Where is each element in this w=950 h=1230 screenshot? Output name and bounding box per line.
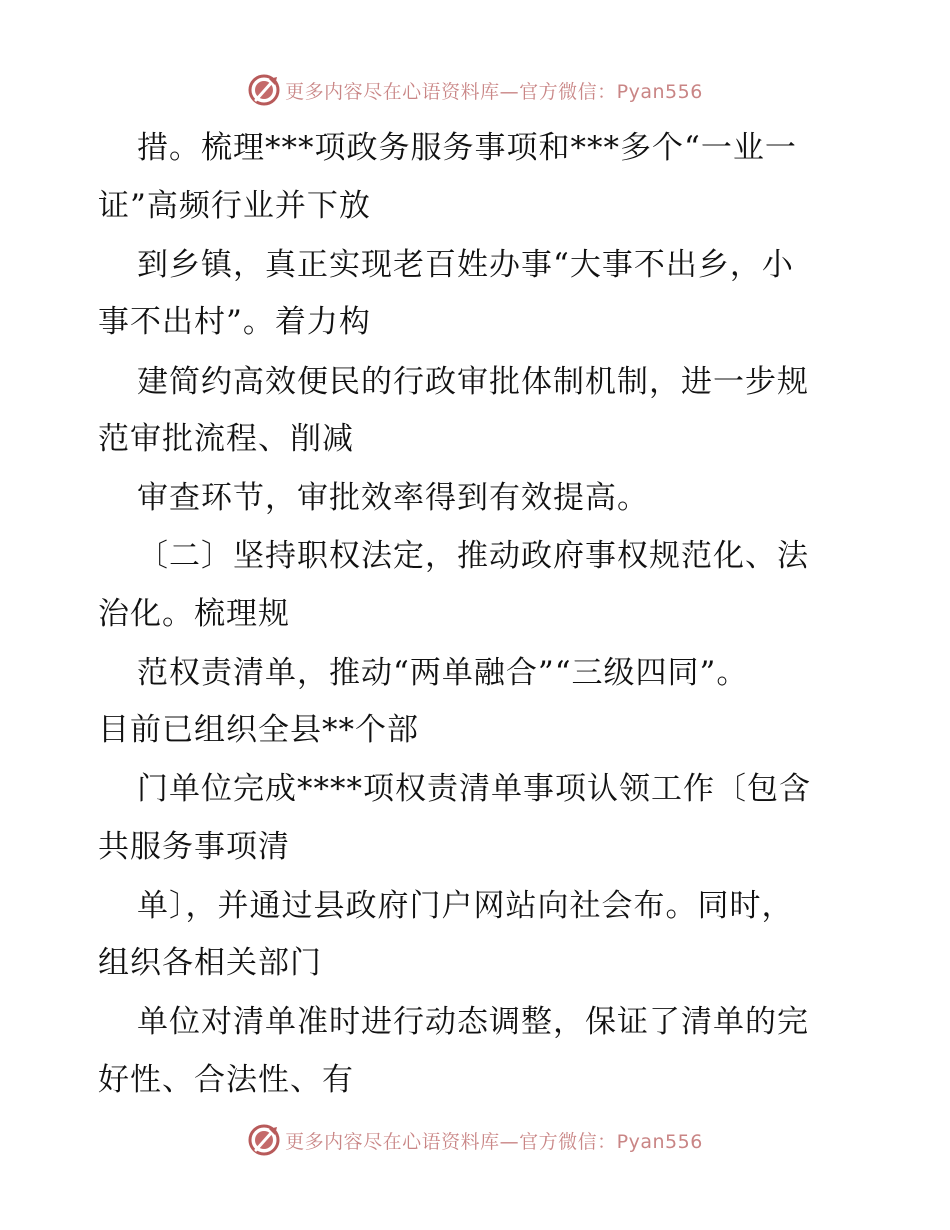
body-line: 单位对清单准时进行动态调整，保证了清单的完 [137, 1004, 809, 1040]
header-banner-text: 更多内容尽在心语资料库—官方微信：Pyan556 [285, 80, 703, 103]
body-line: 建简约高效便民的行政审批体制机制，进一步规 [137, 364, 809, 400]
body-line: 范审批流程、削减 [98, 421, 354, 457]
footer-banner-text: 更多内容尽在心语资料库—官方微信：Pyan556 [285, 1130, 703, 1153]
body-line: 治化。梳理规 [98, 596, 290, 632]
body-line: 审查环节，审批效率得到有效提高。 [137, 480, 649, 516]
body-line: 好性、合法性、有 [98, 1062, 354, 1098]
body-line: 到乡镇，真正实现老百姓办事“大事不出乡，小 [137, 247, 794, 283]
body-line: 事不出村”。着力构 [98, 304, 371, 340]
body-line: 单〕，并通过县政府门户网站向社会布。同时， [137, 888, 794, 924]
header-banner [0, 70, 950, 110]
body-line: 目前已组织全县**个部 [98, 712, 419, 748]
body-line: 共服务事项清 [98, 829, 290, 865]
footer-banner [0, 1120, 950, 1160]
body-line: 组织各相关部门 [98, 945, 322, 981]
pen-seal-icon [247, 73, 281, 107]
body-line: 证”高频行业并下放 [98, 188, 371, 224]
body-line: 〔二〕坚持职权法定，推动政府事权规范化、法 [137, 538, 809, 574]
pen-seal-icon [247, 1123, 281, 1157]
body-line: 门单位完成****项权责清单事项认领工作〔包含 [137, 771, 811, 807]
body-line: 范权责清单，推动“两单融合”“三级四同”。 [137, 655, 749, 691]
body-line: 措。梳理***项政务服务事项和***多个“一业一 [137, 130, 797, 166]
